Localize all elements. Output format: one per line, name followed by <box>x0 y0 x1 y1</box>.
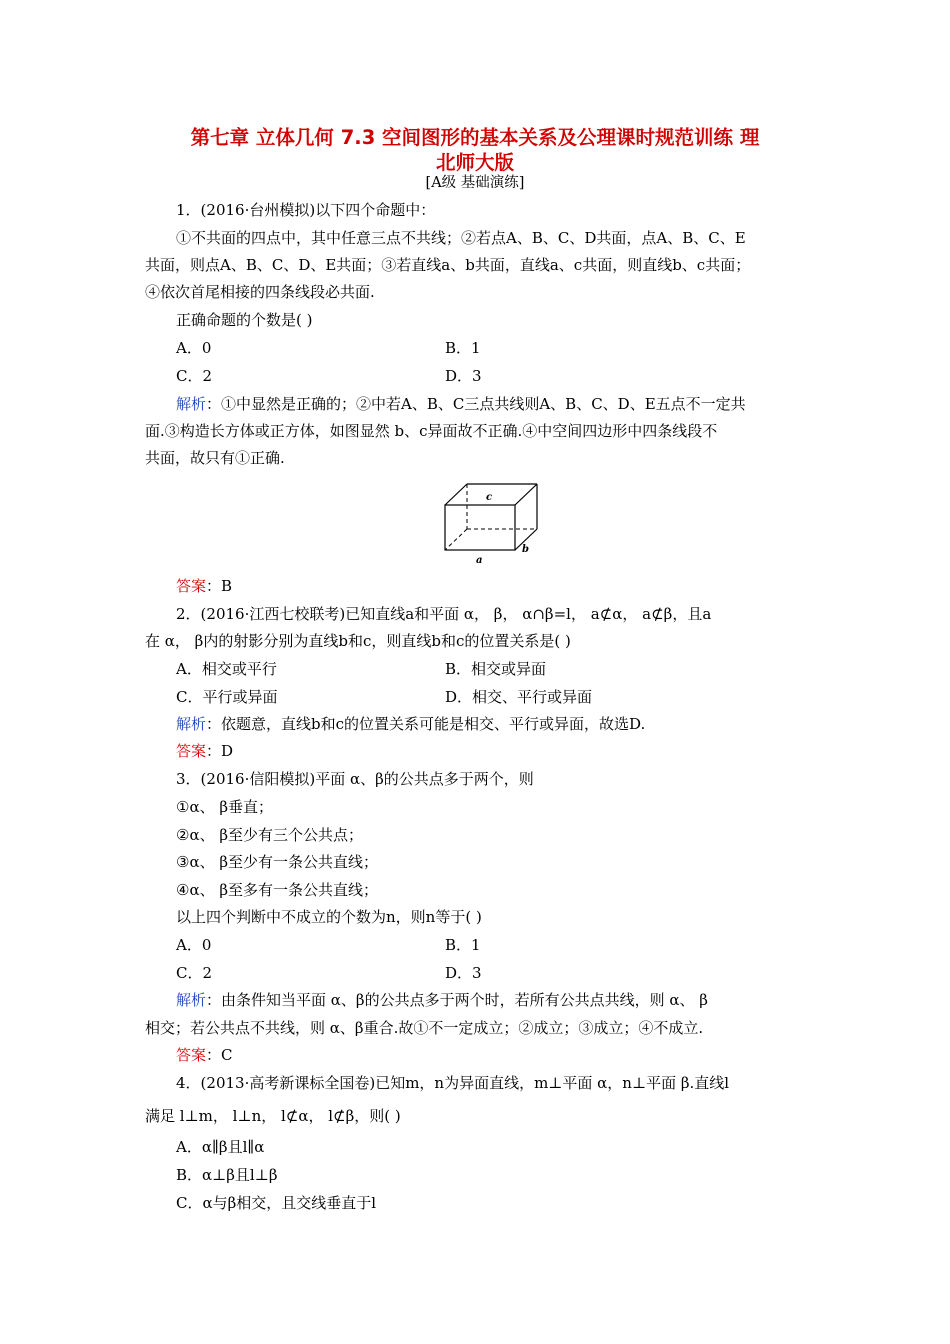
title-line-1: 第七章 立体几何 7.3 空间图形的基本关系及公理课时规范训练 理 <box>190 126 760 149</box>
cuboid-edge <box>515 484 537 505</box>
q4-stem-line-1: 4．(2013·高考新课标全国卷)已知m，n为异面直线，m⊥平面 α，n⊥平面 β.直线l <box>176 1074 730 1092</box>
label-a: a <box>476 555 483 566</box>
q1-body-line-2: 共面，则点A、B、C、D、E共面；③若直线a、b共面，直线a、c共面，则直线b、c共面； <box>145 256 751 274</box>
q1-body-line-3: ④依次首尾相接的四条线段必共面. <box>145 283 375 301</box>
q3-option-b: B．1 <box>445 936 481 954</box>
q1-option-b: B．1 <box>445 339 481 357</box>
q4-option-b: B．α⊥β且l⊥β <box>176 1166 278 1184</box>
label-c: c <box>486 492 493 503</box>
q1-stem: 1．(2016·台州模拟)以下四个命题中： <box>176 201 436 219</box>
q3-item-1: ①α、 β垂直； <box>176 798 274 816</box>
q3-option-c: C．2 <box>176 964 213 982</box>
q4-stem-line-2: 满足 l⊥m， l⊥n， l⊄α， l⊄β，则( ) <box>145 1107 401 1125</box>
q3-answer: 答案：C <box>176 1046 233 1064</box>
q1-analysis-line-1: 解析：①中显然是正确的；②中若A、B、C三点共线则A、B、C、D、E五点不一定共 <box>176 395 746 413</box>
analysis-label: 解析 <box>176 395 207 413</box>
q2-option-b: B．相交或异面 <box>445 660 547 678</box>
q4-option-c: C．α与β相交，且交线垂直于l <box>176 1194 377 1212</box>
q1-option-c: C．2 <box>176 367 213 385</box>
q2-stem-line-1: 2．(2016·江西七校联考)已知直线a和平面 α， β， α∩β=l， a⊄α， a⊄β，且a <box>176 605 712 623</box>
cuboid-hidden-edge <box>445 529 467 550</box>
cuboid-figure <box>440 480 550 570</box>
q1-body-line-1: ①不共面的四点中，其中任意三点不共线；②若点A、B、C、D共面，点A、B、C、E <box>176 229 746 247</box>
q4-option-a: A．α∥β且l∥α <box>176 1138 265 1156</box>
level-heading: [A级 基础演练] <box>425 175 525 191</box>
analysis-label: 解析 <box>176 991 207 1009</box>
q2-option-a: A．相交或平行 <box>176 660 277 678</box>
cuboid-front-face <box>445 505 515 550</box>
q2-analysis: 解析：依题意，直线b和c的位置关系可能是相交、平行或异面，故选D. <box>176 715 646 733</box>
q1-ask: 正确命题的个数是( ) <box>176 311 313 329</box>
q3-ask: 以上四个判断中不成立的个数为n，则n等于( ) <box>176 908 482 926</box>
q3-stem: 3．(2016·信阳模拟)平面 α、β的公共点多于两个，则 <box>176 770 534 788</box>
q3-option-a: A．0 <box>176 936 212 954</box>
title-line-2: 北师大版 <box>435 151 514 174</box>
q3-item-4: ④α、 β至多有一条公共直线； <box>176 881 379 899</box>
label-b: b <box>522 544 529 555</box>
q2-answer: 答案：D <box>176 742 234 760</box>
answer-label: 答案 <box>176 577 207 595</box>
q3-item-2: ②α、 β至少有三个公共点； <box>176 826 364 844</box>
cuboid-edge <box>445 484 467 505</box>
document-title <box>120 125 830 175</box>
q2-option-d: D．相交、平行或异面 <box>445 688 593 706</box>
q1-analysis-line-3: 共面，故只有①正确. <box>145 449 285 467</box>
q2-stem-line-2: 在 α， β内的射影分别为直线b和c，则直线b和c的位置关系是( ) <box>145 632 571 650</box>
analysis-label: 解析 <box>176 715 207 733</box>
q3-analysis-line-1: 解析：由条件知当平面 α、β的公共点多于两个时，若所有公共点共线，则 α、 β <box>176 991 708 1009</box>
q1-option-a: A．0 <box>176 339 212 357</box>
q1-option-d: D．3 <box>445 367 482 385</box>
q1-analysis-line-2: 面.③构造长方体或正方体，如图显然 b、c异面故不正确.④中空间四边形中四条线段不 <box>145 422 718 440</box>
q2-option-c: C．平行或异面 <box>176 688 278 706</box>
answer-label: 答案 <box>176 1046 207 1064</box>
answer-label: 答案 <box>176 742 207 760</box>
q3-item-3: ③α、 β至少有一条公共直线； <box>176 853 379 871</box>
q3-option-d: D．3 <box>445 964 482 982</box>
q3-analysis-line-2: 相交；若公共点不共线，则 α、β重合.故①不一定成立；②成立；③成立；④不成立. <box>145 1019 704 1037</box>
q1-answer: 答案：B <box>176 577 233 595</box>
